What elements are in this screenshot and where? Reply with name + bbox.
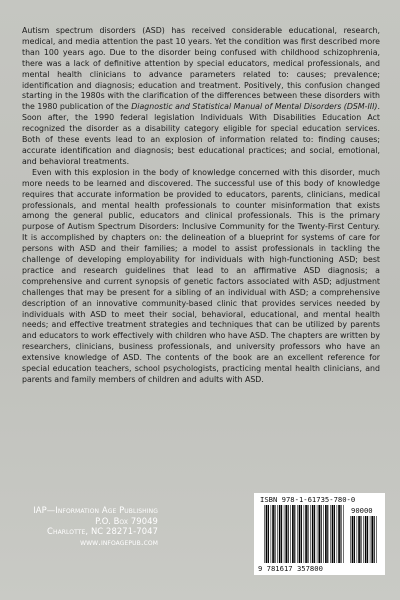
barcode-bar [365, 516, 367, 563]
barcode-bar [321, 505, 322, 563]
barcode-bar [277, 505, 278, 563]
ean-number: 9 781617 357800 [258, 564, 323, 573]
barcode-bar [304, 505, 305, 563]
barcode-bar [360, 516, 361, 563]
barcode-bar [297, 505, 298, 563]
barcode-bar [371, 516, 373, 563]
barcode-bar [325, 505, 327, 563]
barcode-bar [294, 505, 295, 563]
barcode-bar [274, 505, 275, 563]
barcode-bar [334, 505, 335, 563]
cover-blurb [22, 26, 380, 386]
barcode-bar [367, 516, 368, 563]
publisher-name: IAP—Information Age Publishing [33, 505, 158, 515]
isbn-number: ISBN 978-1-61735-780-0 [260, 495, 356, 504]
barcode-bar [268, 505, 269, 563]
barcode-bar [314, 505, 315, 563]
barcode-bar [318, 505, 320, 563]
barcode-bar [376, 516, 377, 563]
barcode-bar [354, 516, 355, 563]
barcode-bar [332, 505, 334, 563]
barcode-bar [370, 516, 371, 563]
barcode-bar [271, 505, 272, 563]
publisher-info [32, 505, 158, 547]
publisher-po-box: P.O. Box 79049 [95, 515, 158, 526]
blurb-paragraph-2: Even with this explosion in the body of knowledge concerned with this disorder, much more needs to be learned and discovered. The successful use of this body of knowledge requires that accurate information be provided to educators, parents, clinicians, medical professionals, and mental health professionals to counter misinformation that exists among the general public, educators and clinical professionals. This is the primary purpose of Autism Spectrum Disorders: Inclusive Community for the Twenty-First Century. It is accomplished by chapters on: the delineation of a blueprint for systems of care for persons with ASD and their families; a model to assist professionals in tackling the challenge of developing employability for individuals with high-functioning ASD; best practice and research guidelines that lead to an affirmative ASD diagnosis; a comprehensive and current synopsis of genetic factors associated with ASD; adjustment challenges that may be present for a sibling of an individual with ASD; a comprehensive description of an innovative community-based clinic that provides services needed by individuals with ASD to meet their social, behavioral, educational, and mental health needs; and effective treatment strategies and techniques that can be utilized by parents and educators to work effectively with children who have ASD. The chapters are written by researchers, clinicians, business professionals, and university professors who have an extensive knowledge of ASD. The contents of the book are an excellent reference for special education teachers, school psychologists, practicing mental health clinicians, and parents and family members of children and adults with ASD. [22, 167, 380, 384]
price-addon-code: 90000 [351, 506, 373, 515]
barcode-bar [288, 505, 289, 563]
barcode-bar [352, 516, 354, 563]
barcode-bar [301, 505, 302, 563]
barcode-bar [264, 505, 265, 563]
barcode-bar [374, 516, 375, 563]
blurb-paragraph-1 [22, 26, 380, 168]
publisher-website[interactable]: www.infoagepub.com [80, 536, 158, 547]
barcode-bar [340, 505, 341, 563]
barcode-bar [299, 505, 301, 563]
barcode-bar [338, 505, 340, 563]
barcode-bar [307, 505, 308, 563]
barcode-bar [310, 505, 311, 563]
barcode-bar [343, 505, 344, 563]
publisher-city: Charlotte, NC 28271-7047 [47, 526, 158, 537]
barcode-bar [357, 516, 358, 563]
barcode-bar [363, 516, 364, 563]
barcode-bar [279, 505, 281, 563]
barcode-bar [284, 505, 285, 563]
barcode-bar [323, 505, 324, 563]
isbn-barcode [254, 493, 385, 575]
barcode-bar [290, 505, 291, 563]
book-title-reference: Diagnostic and Statistical Manual of Mental Disorders (DSM-III) [131, 102, 378, 112]
barcode-bar [327, 505, 328, 563]
barcode-bar [272, 505, 274, 563]
barcode-bar [281, 505, 282, 563]
blurb-text: Autism spectrum disorders (ASD) has received considerable educational, research, medical, and media attention the past 10 years. Yet the condition was first described more than 100 years ago. Due to the disorder being confused with childhood schizophrenia, there was a lack of definitive attention by special educators, medical professionals, and mental health clinicians to advance parameters related to: causes; prevalence; identification and diagnosis; education and treatment. Positively, this confusion changed starting in the 1980s with the clarification of the differences between these disorders with the 1980 publication of the [22, 26, 380, 112]
barcode-bar [358, 516, 360, 563]
blurb-text: . Soon after, the 1990 federal legislation Individuals With Disabilities Education Act recognized the disorder as a disability category eligible for special education services. Both of these events lead to an explosion of information related to: finding causes; accurate identification and diagnosis; best educational practices; and social, emotional, and behavioral treatments. [22, 102, 380, 166]
barcode-bar [266, 505, 268, 563]
barcode-bar [330, 505, 331, 563]
barcode-bar [317, 505, 318, 563]
barcode-bar [292, 505, 294, 563]
barcode-bar [337, 505, 338, 563]
barcode-bar [305, 505, 307, 563]
barcode-bar [312, 505, 314, 563]
barcode-bar [350, 516, 351, 563]
barcode-bar [285, 505, 287, 563]
